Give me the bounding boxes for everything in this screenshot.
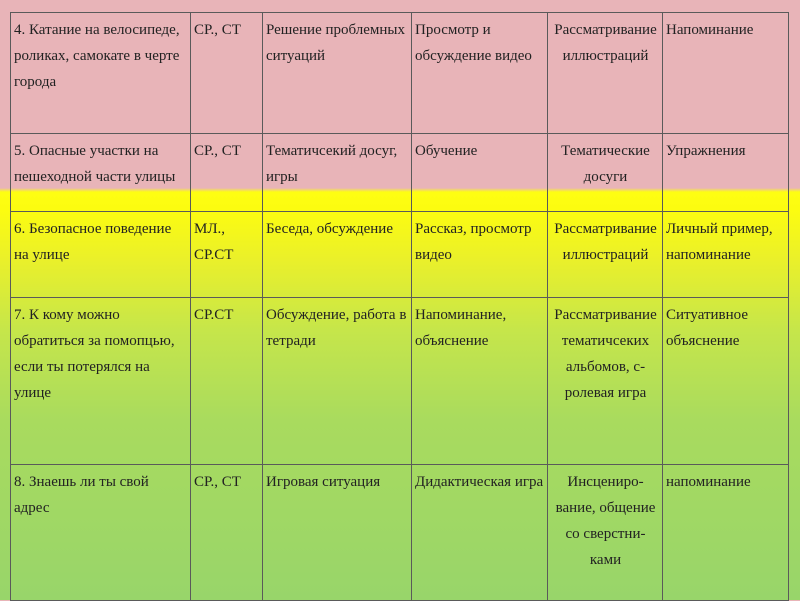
method-cell: Беседа, обсуждение [263, 212, 412, 298]
form-cell: Обучение [412, 134, 548, 212]
activity-cell: Рассматривание тематичсеких альбомов, с-ролевая игра [548, 298, 663, 465]
group-cell: СР.СТ [191, 298, 263, 465]
parent-work-cell: Личный пример, напоминание [663, 212, 789, 298]
activity-cell: Рассматривание иллюстраций [548, 13, 663, 134]
topic-cell: 8. Знаешь ли ты свой адрес [11, 465, 191, 601]
method-cell: Тематичсекий досуг, игры [263, 134, 412, 212]
method-cell: Игровая ситуация [263, 465, 412, 601]
topic-cell: 6. Безопасное поведение на улице [11, 212, 191, 298]
activity-cell: Тематические досуги [548, 134, 663, 212]
topic-cell: 5. Опасные участки на пешеходной части улицы [11, 134, 191, 212]
activity-cell: Инсцениро-вание, общение со сверстни-ками [548, 465, 663, 601]
method-cell: Решение проблемных ситуаций [263, 13, 412, 134]
table-row [11, 465, 789, 601]
group-cell: СР., СТ [191, 134, 263, 212]
topic-cell: 4. Катание на велосипеде, роликах, самокате в черте города [11, 13, 191, 134]
lesson-plan-sheet [10, 12, 788, 600]
group-cell: СР., СТ [191, 465, 263, 601]
parent-work-cell: Упражнения [663, 134, 789, 212]
form-cell: Дидактическая игра [412, 465, 548, 601]
parent-work-cell: Напоминание [663, 13, 789, 134]
form-cell: Рассказ, просмотр видео [412, 212, 548, 298]
table-row [11, 298, 789, 465]
activity-cell: Рассматривание иллюстраций [548, 212, 663, 298]
method-cell: Обсуждение, работа в тетради [263, 298, 412, 465]
table-row [11, 134, 789, 212]
lesson-plan-table [10, 12, 789, 601]
group-cell: СР., СТ [191, 13, 263, 134]
group-cell: МЛ., СР.СТ [191, 212, 263, 298]
topic-cell: 7. К кому можно обратиться за помопцью, если ты потерялся на улице [11, 298, 191, 465]
table-row [11, 13, 789, 134]
table-row [11, 212, 789, 298]
parent-work-cell: Ситуативное объяснение [663, 298, 789, 465]
parent-work-cell: напоминание [663, 465, 789, 601]
form-cell: Напоминание, объяснение [412, 298, 548, 465]
form-cell: Просмотр и обсуждение видео [412, 13, 548, 134]
